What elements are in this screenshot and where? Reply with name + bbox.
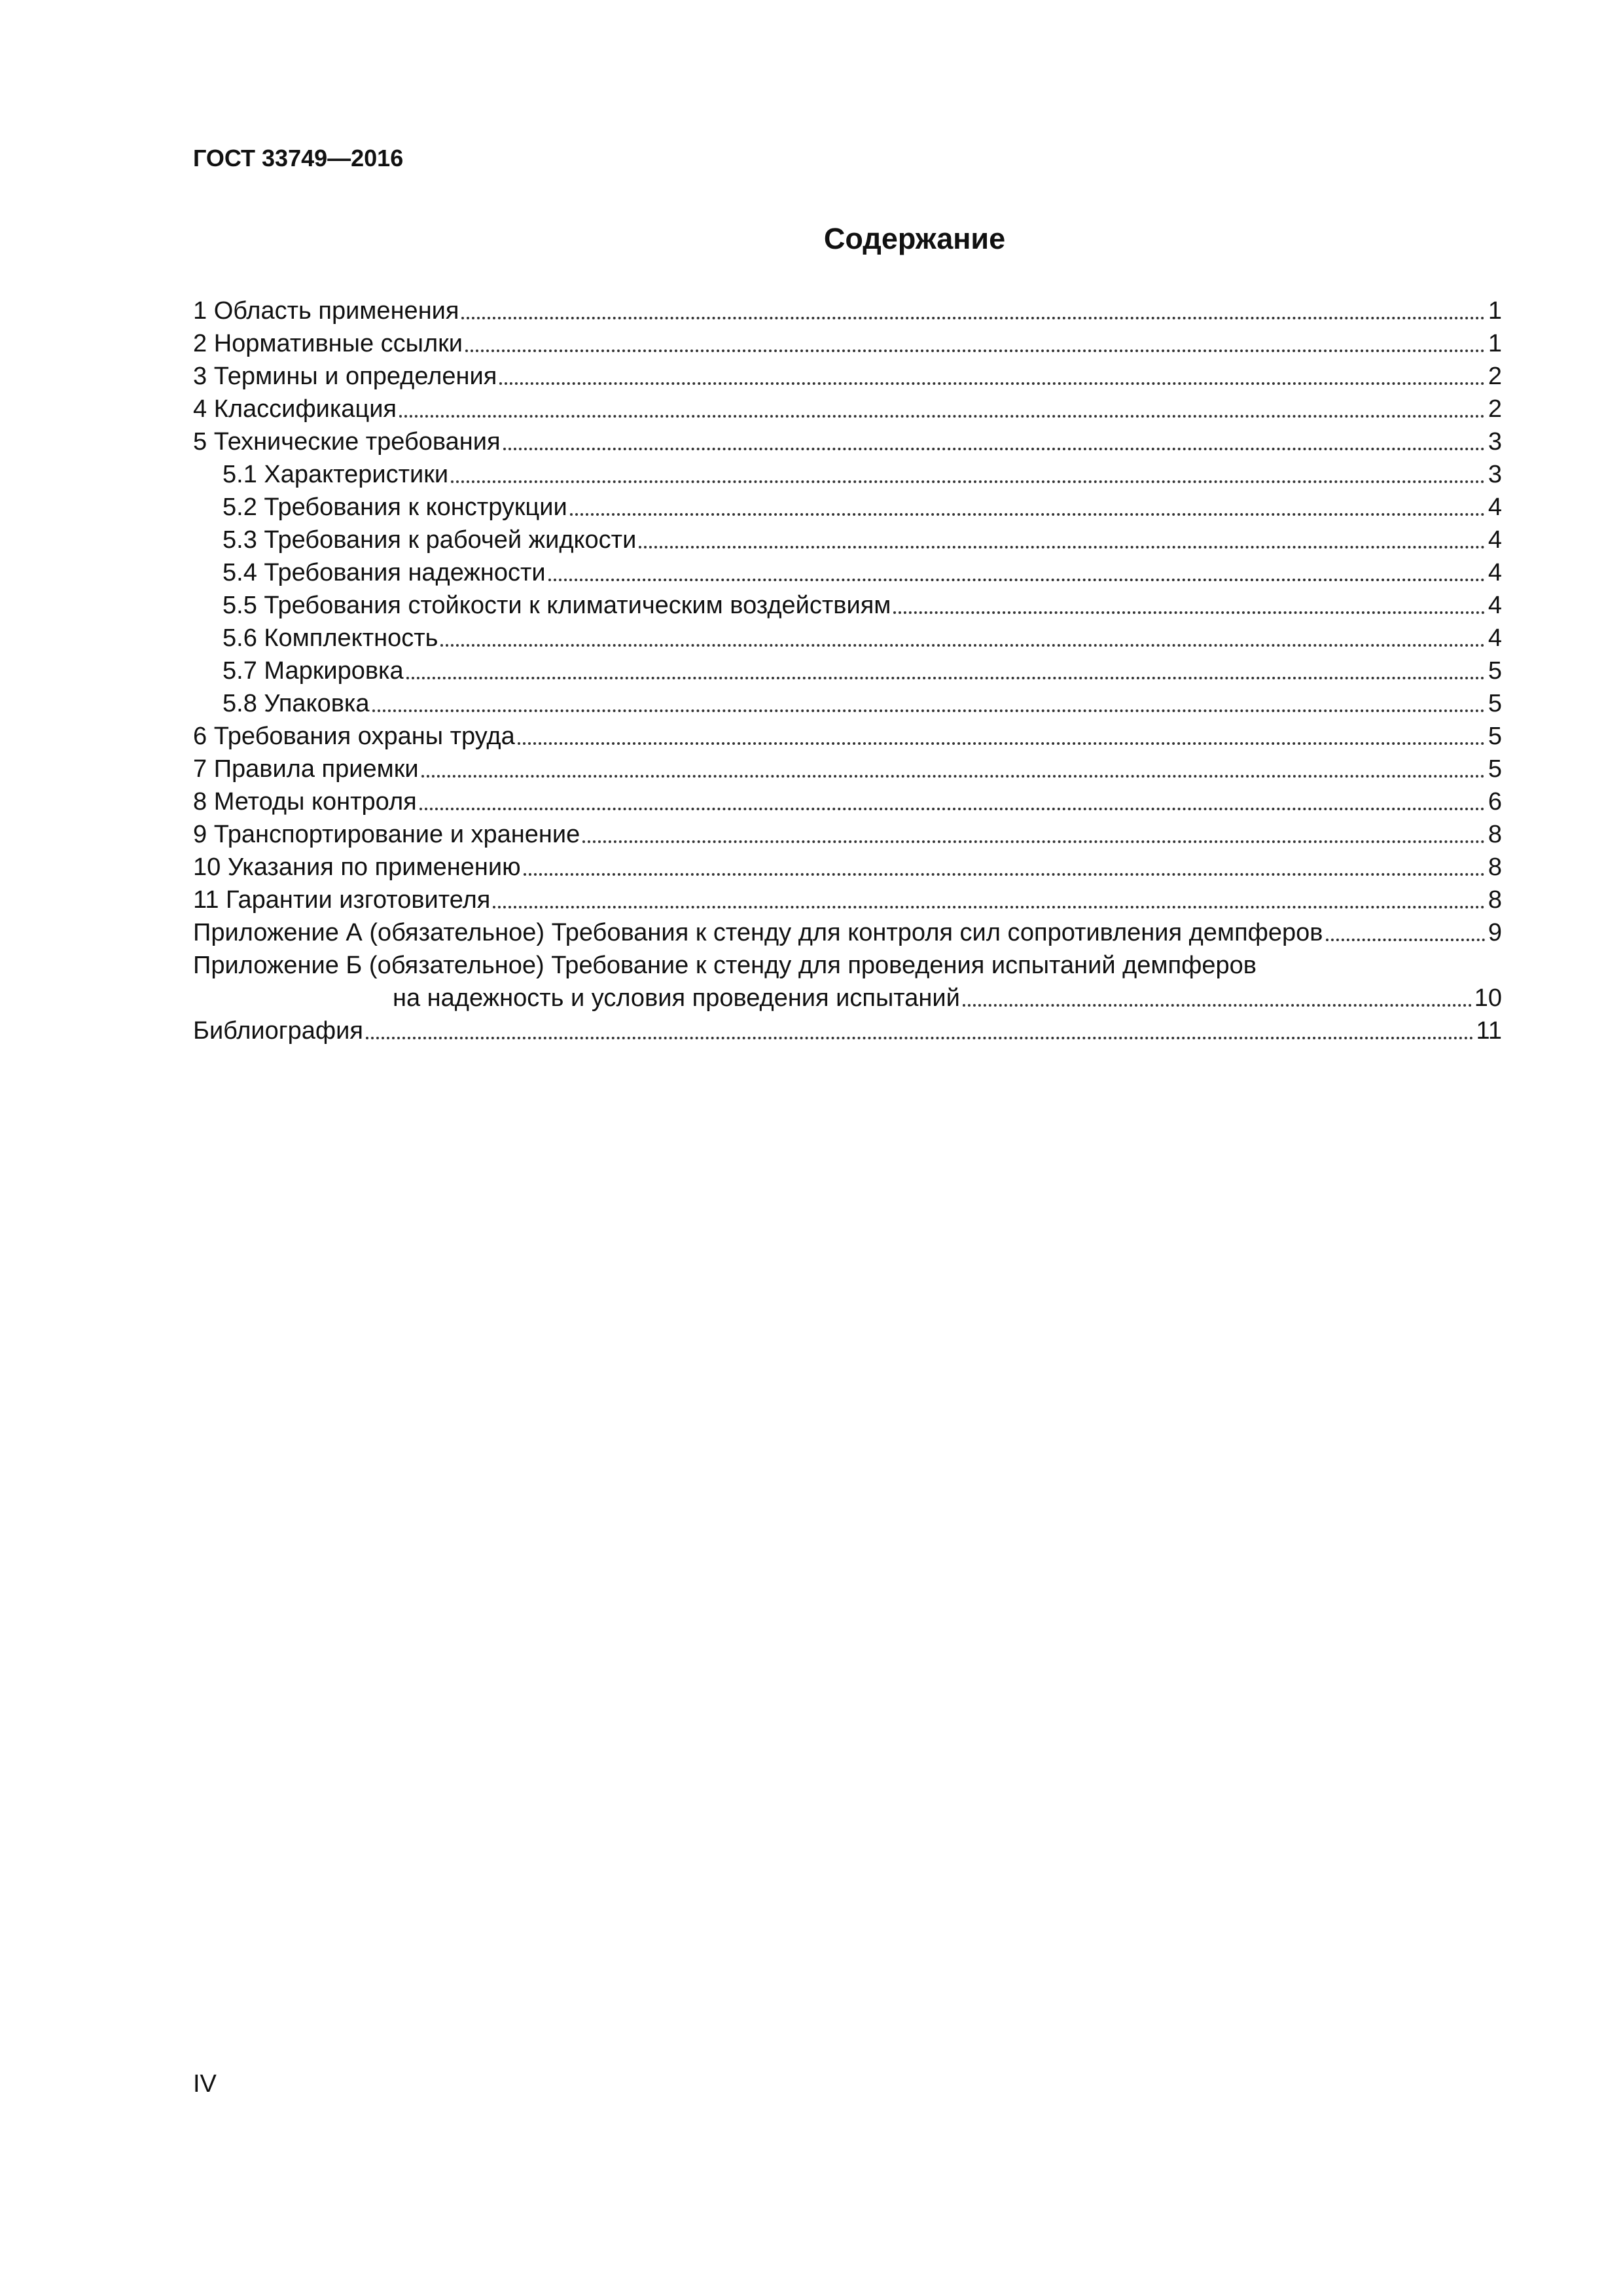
toc-subentry[interactable] [193,687,1502,720]
toc-entry-page: 4 [1488,559,1502,586]
toc-subentry[interactable] [193,524,1502,556]
dot-leader [570,513,1485,516]
toc-entry[interactable] [193,295,1502,327]
toc-subentry[interactable] [193,491,1502,524]
toc-entry[interactable] [193,818,1502,851]
toc-entry-page: 5 [1488,723,1502,750]
toc-entry-page: 5 [1488,690,1502,717]
dot-leader [963,1004,1472,1007]
toc-entry-page: 4 [1488,592,1502,619]
toc-entry-label: Приложение Б (обязательное) Требование к стенду для проведения испытаний демпферов [193,952,1257,979]
toc-subentry[interactable] [193,556,1502,589]
toc-entry-label: 5.7 Маркировка [223,657,404,685]
toc-entry-page: 3 [1488,428,1502,456]
toc-entry-page: 1 [1488,297,1502,325]
dot-leader [493,906,1485,908]
toc-entry[interactable] [193,753,1502,785]
dot-leader [524,873,1485,876]
dot-leader [582,840,1485,843]
toc-entry-page: 6 [1488,788,1502,816]
toc-title: Содержание [823,222,1006,255]
document-code: ГОСТ 33749—2016 [193,145,404,171]
toc-entry-page: 1 [1488,330,1502,357]
toc-entry-appendix-b-continuation[interactable] [193,982,1502,1014]
toc-subentry[interactable] [193,458,1502,491]
dot-leader [406,677,1485,679]
toc-entry-page: 10 [1474,984,1502,1012]
toc-entry[interactable] [193,425,1502,458]
toc-entry-page: 2 [1488,395,1502,423]
toc-entry-label: 5.3 Требования к рабочей жидкости [223,526,637,554]
page-number: IV [193,2070,217,2098]
dot-leader [518,742,1485,745]
toc-entry-label: 11 Гарантии изготовителя [193,886,491,914]
toc-entry-label: 6 Требования охраны труда [193,723,515,750]
dot-leader [461,317,1485,319]
toc-entry-label: 8 Методы контроля [193,788,417,816]
toc-entry-label: Библиография [193,1017,363,1045]
toc-entry[interactable] [193,851,1502,884]
toc-entry-label: 5.8 Упаковка [223,690,370,717]
toc-entry[interactable] [193,720,1502,753]
toc-entry-page: 8 [1488,821,1502,848]
toc-entry-label: 2 Нормативные ссылки [193,330,463,357]
toc-entry[interactable] [193,327,1502,360]
dot-leader [499,382,1485,385]
toc-subentry[interactable] [193,589,1502,622]
toc-entry[interactable] [193,393,1502,425]
dot-leader [1326,939,1486,941]
dot-leader [639,546,1485,548]
toc-entry-page: 4 [1488,624,1502,652]
toc-entry-page: 8 [1488,886,1502,914]
toc-entry[interactable] [193,884,1502,916]
dot-leader [503,448,1485,450]
toc-entry-label: Приложение А (обязательное) Требования к стенду для контроля сил сопротивления демпферов [193,919,1323,946]
toc-entry-label: 3 Термины и определения [193,363,497,390]
toc-entry[interactable] [193,785,1502,818]
toc-entry-label: 4 Классификация [193,395,397,423]
toc-entry-label: на надежность и условия проведения испытаний [393,984,960,1012]
toc-entry-label: 9 Транспортирование и хранение [193,821,580,848]
toc-subentry[interactable] [193,622,1502,655]
toc-entry-label: 5.6 Комплектность [223,624,438,652]
toc-entry-page: 5 [1488,755,1502,783]
toc-entry-label: 7 Правила приемки [193,755,419,783]
toc-entry-page: 9 [1488,919,1502,946]
toc-entry-page: 4 [1488,493,1502,521]
dot-leader [421,775,1485,778]
dot-leader [465,350,1485,352]
toc-entry-bibliography[interactable] [193,1014,1502,1047]
toc-entry-label: 5.2 Требования к конструкции [223,493,567,521]
toc-entry-label: 5.5 Требования стойкости к климатическим воздействиям [223,592,891,619]
toc-entry-label: 5 Технические требования [193,428,501,456]
dot-leader [451,480,1485,483]
toc-entry[interactable] [193,360,1502,393]
toc-entry-page: 4 [1488,526,1502,554]
dot-leader [440,644,1485,647]
table-of-contents [193,295,1502,1047]
toc-entry-page: 11 [1476,1017,1502,1045]
toc-entry-page: 2 [1488,363,1502,390]
toc-entry-label: 5.4 Требования надежности [223,559,546,586]
toc-subentry[interactable] [193,655,1502,687]
toc-entry-label: 5.1 Характеристики [223,461,449,488]
toc-entry-page: 3 [1488,461,1502,488]
toc-entry-page: 5 [1488,657,1502,685]
dot-leader [893,611,1485,614]
toc-entry-appendix-b[interactable] [193,949,1502,982]
dot-leader [366,1037,1474,1039]
dot-leader [419,808,1485,810]
toc-entry-label: 10 Указания по применению [193,853,521,881]
toc-entry-page: 8 [1488,853,1502,881]
dot-leader [399,415,1485,418]
dot-leader [548,579,1485,581]
toc-entry-label: 1 Область применения [193,297,459,325]
toc-entry-appendix-a[interactable] [193,916,1502,949]
dot-leader [372,709,1486,712]
